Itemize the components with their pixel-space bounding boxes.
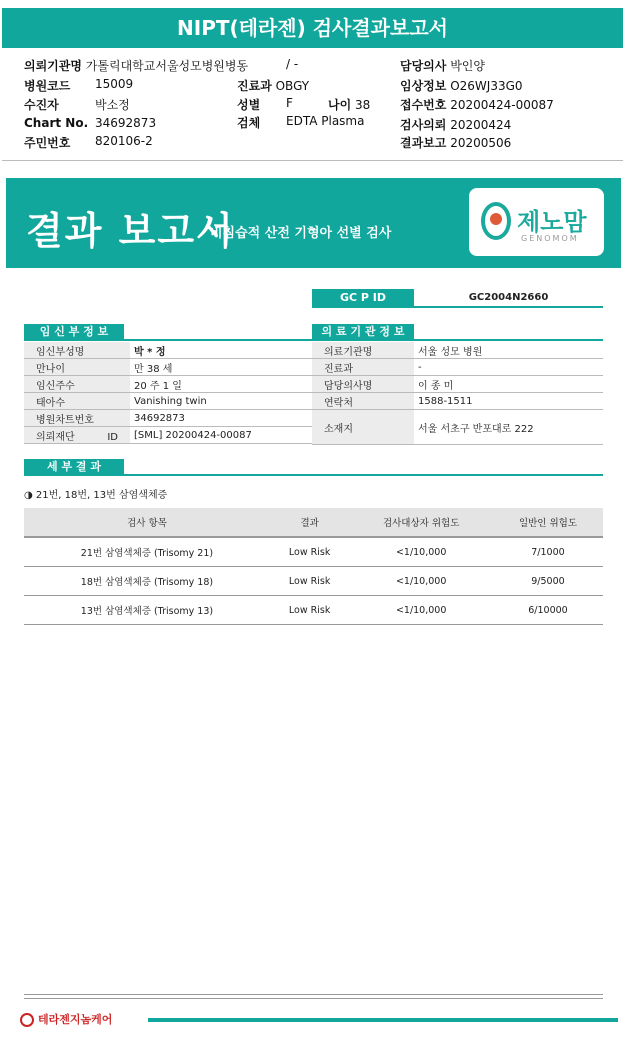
banner-title: 결과 보고서 bbox=[26, 209, 235, 253]
detail-subtitle-text: 21번, 18번, 13번 삼염색체증 bbox=[35, 490, 168, 501]
institution-info-value: 서울 서초구 반포대로 222 bbox=[414, 410, 603, 445]
institution-info-label: 소재지 bbox=[312, 410, 414, 445]
institution-info-row bbox=[312, 376, 603, 393]
pregnant-info-row bbox=[24, 427, 312, 444]
pregnant-info-label: 만나이 bbox=[24, 359, 130, 376]
table-row bbox=[24, 537, 603, 567]
dept-row bbox=[237, 77, 309, 94]
patient-value: 박소정 bbox=[95, 98, 130, 112]
table-row bbox=[24, 596, 603, 625]
result-banner bbox=[6, 178, 621, 268]
logo-eng: GENOMOM bbox=[521, 234, 579, 243]
request-label: 검사의뢰 bbox=[400, 118, 447, 132]
pregnant-info-value: 20 주 1 일 bbox=[130, 376, 312, 393]
institution-info-label: 의료기관명 bbox=[312, 342, 414, 359]
result-cell: <1/10,000 bbox=[349, 537, 493, 567]
specimen-label: 검체 bbox=[237, 116, 261, 130]
pregnant-info-row bbox=[24, 359, 312, 376]
pregnant-info-value: 만 38 세 bbox=[130, 359, 312, 376]
sex-label: 성별 bbox=[237, 98, 261, 112]
hospital-code-value: 15009 bbox=[95, 77, 134, 91]
institution-section-line bbox=[312, 339, 603, 341]
footer-logo bbox=[20, 1011, 112, 1027]
doctor-label: 담당의사 bbox=[400, 59, 447, 73]
institution-info-label: 연락처 bbox=[312, 393, 414, 410]
institution-row bbox=[24, 57, 248, 74]
result-cell: 18번 삼염색체증 (Trisomy 18) bbox=[24, 567, 270, 596]
hospital-code-label: 병원코드 bbox=[24, 79, 71, 93]
pregnant-section-line bbox=[24, 339, 312, 341]
rrn-label: 주민번호 bbox=[24, 136, 71, 150]
institution-info-value: - bbox=[414, 359, 603, 376]
institution-info-row bbox=[312, 359, 603, 376]
genomom-logo bbox=[469, 188, 604, 256]
pregnant-info-row bbox=[24, 410, 312, 427]
pregnant-info-label: 임신주수 bbox=[24, 376, 130, 393]
pregnant-info-label: 태아수 bbox=[24, 393, 130, 410]
result-cell: <1/10,000 bbox=[349, 567, 493, 596]
half-circle-icon: ◑ bbox=[24, 490, 33, 501]
logo-dot-icon bbox=[490, 213, 502, 225]
pregnant-info-label: 병원차트번호 bbox=[24, 410, 130, 427]
result-cell: 13번 삼염색체증 (Trisomy 13) bbox=[24, 596, 270, 625]
doctor-value: 박인양 bbox=[450, 59, 485, 73]
detail-section-title: 세 부 결 과 bbox=[24, 459, 124, 474]
result-cell: 7/1000 bbox=[493, 537, 603, 567]
gcpid-value: GC2004N2660 bbox=[468, 292, 549, 303]
result-cell: Low Risk bbox=[270, 537, 349, 567]
header-divider bbox=[2, 160, 623, 161]
chart-value: 34692873 bbox=[95, 116, 157, 130]
pregnant-info-value: [SML] 20200424-00087 bbox=[130, 427, 312, 444]
pregnant-section-title: 임 신 부 정 보 bbox=[24, 324, 124, 339]
report-label: 결과보고 bbox=[400, 136, 447, 150]
receipt-value: 20200424-00087 bbox=[450, 98, 554, 112]
pregnant-info-row bbox=[24, 393, 312, 410]
sex-value: F bbox=[286, 96, 293, 110]
result-column-header: 일반인 위험도 bbox=[493, 508, 603, 537]
sex-row bbox=[237, 96, 260, 113]
company-logo-icon bbox=[20, 1013, 34, 1027]
logo-name: 제노맘 bbox=[517, 208, 587, 236]
clinical-label: 임상정보 bbox=[400, 79, 447, 93]
pregnant-info-value: 박 * 정 bbox=[130, 342, 312, 359]
footer-line-bottom bbox=[24, 998, 603, 999]
footer-company: 테라젠지놈케어 bbox=[38, 1013, 113, 1026]
pregnant-info-label: 의뢰재단 ID bbox=[24, 427, 130, 444]
clinical-value: O26WJ33G0 bbox=[450, 79, 523, 93]
specimen-row bbox=[237, 114, 260, 131]
age-row bbox=[328, 96, 370, 113]
institution-label: 의뢰기관명 bbox=[24, 59, 82, 73]
institution-info-value: 1588-1511 bbox=[414, 393, 603, 410]
institution-info-label: 진료과 bbox=[312, 359, 414, 376]
footer-line-top bbox=[24, 994, 603, 995]
chart-label: Chart No. bbox=[24, 116, 89, 130]
age-value: 38 bbox=[355, 98, 371, 112]
gcpid-label: GC P ID bbox=[312, 289, 414, 306]
pregnant-info-value: Vanishing twin bbox=[130, 393, 312, 410]
pregnant-info-table bbox=[24, 342, 312, 444]
footer-bar bbox=[148, 1018, 618, 1022]
result-column-header: 검사대상자 위험도 bbox=[349, 508, 493, 537]
result-cell: Low Risk bbox=[270, 596, 349, 625]
hospital-code-row bbox=[24, 77, 70, 94]
pregnant-info-label: 임신부성명 bbox=[24, 342, 130, 359]
institution-info-label: 담당의사명 bbox=[312, 376, 414, 393]
table-row bbox=[24, 567, 603, 596]
report-row bbox=[400, 134, 511, 151]
dept-label: 진료과 bbox=[237, 79, 272, 93]
rrn-value: 820106-2 bbox=[95, 134, 153, 148]
detail-section-line bbox=[24, 474, 603, 476]
result-cell: 9/5000 bbox=[493, 567, 603, 596]
request-value: 20200424 bbox=[450, 118, 512, 132]
result-table bbox=[24, 508, 603, 625]
institution-info-value: 서울 성모 병원 bbox=[414, 342, 603, 359]
pregnant-info-value: 34692873 bbox=[130, 410, 312, 427]
receipt-label: 접수번호 bbox=[400, 98, 447, 112]
pregnant-info-row bbox=[24, 342, 312, 359]
institution-value: 가톨릭대학교서울성모병원병동 bbox=[85, 59, 249, 73]
institution-info-row bbox=[312, 393, 603, 410]
pregnant-info-row bbox=[24, 376, 312, 393]
institution-section-title: 의 료 기 관 정 보 bbox=[312, 324, 414, 339]
institution-info-row bbox=[312, 342, 603, 359]
institution-info-row bbox=[312, 410, 603, 445]
result-column-header: 검사 항목 bbox=[24, 508, 270, 537]
result-cell: 6/10000 bbox=[493, 596, 603, 625]
result-cell: <1/10,000 bbox=[349, 596, 493, 625]
doctor-row bbox=[400, 57, 485, 74]
institution-info-value: 이 종 미 bbox=[414, 376, 603, 393]
institution-info-table bbox=[312, 342, 603, 445]
result-cell: 21번 삼염색체증 (Trisomy 21) bbox=[24, 537, 270, 567]
banner-subtitle: 비침습적 산전 기형아 선별 검사 bbox=[210, 226, 392, 241]
result-column-header: 결과 bbox=[270, 508, 349, 537]
specimen-value: EDTA Plasma bbox=[286, 114, 365, 128]
receipt-row bbox=[400, 96, 554, 113]
age-label: 나이 bbox=[328, 98, 352, 112]
ward-value: / - bbox=[286, 57, 299, 71]
request-row bbox=[400, 116, 511, 133]
clinical-row bbox=[400, 77, 523, 94]
patient-label: 수진자 bbox=[24, 98, 59, 112]
dept-value: OBGY bbox=[275, 79, 310, 93]
detail-subtitle bbox=[24, 486, 167, 501]
gcpid-underline bbox=[312, 306, 603, 308]
report-value: 20200506 bbox=[450, 136, 512, 150]
report-title: NIPT(테라젠) 검사결과보고서 bbox=[2, 8, 623, 48]
result-cell: Low Risk bbox=[270, 567, 349, 596]
